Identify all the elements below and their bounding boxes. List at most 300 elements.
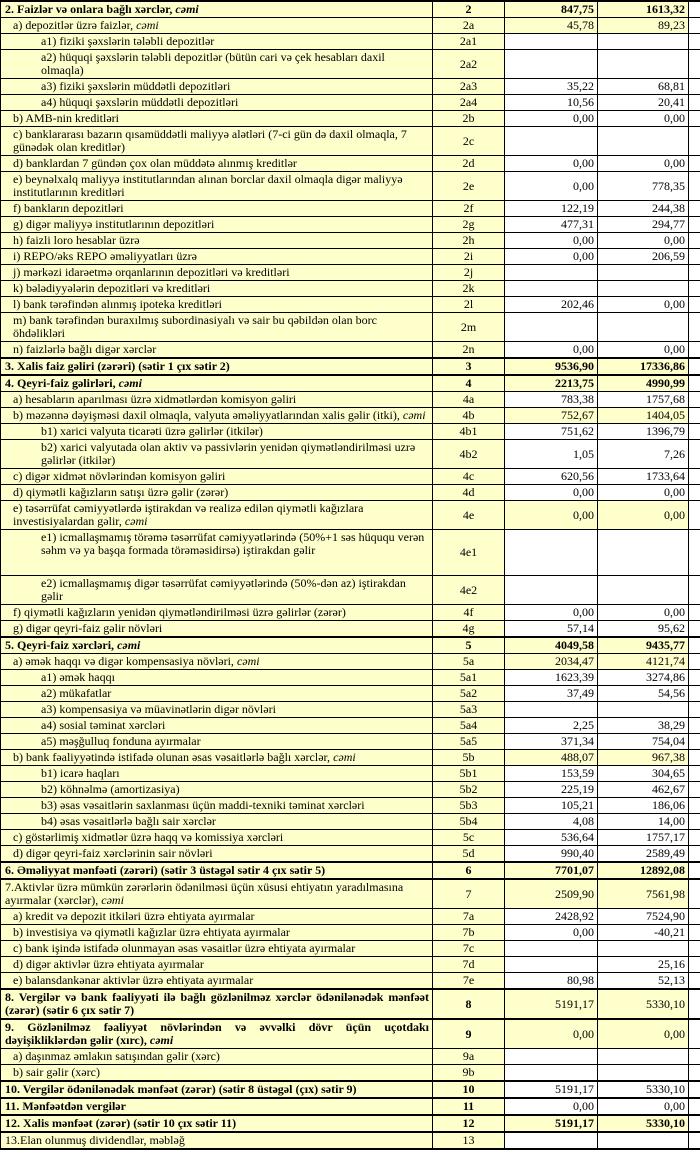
table-row bbox=[1, 576, 700, 605]
row-value-2: 25,16 bbox=[598, 957, 689, 973]
table-row bbox=[1, 501, 700, 530]
row-value-2 bbox=[598, 1065, 689, 1082]
table-row bbox=[1, 18, 700, 34]
row-label: a1) əmək haqqı bbox=[1, 670, 433, 686]
row-value-2: 0,00 bbox=[598, 1019, 689, 1049]
row-label: a2) mükafatlar bbox=[1, 686, 433, 702]
row-label: b2) xarici valyutada olan aktiv və passivlərin yenidən qiymətləndirilməsi uzrə gəlirlər (itkilər) bbox=[1, 440, 433, 469]
row-code: 5b4 bbox=[433, 814, 505, 830]
row-label: 11. Mənfəətdən vergilər bbox=[1, 1098, 433, 1115]
row-value-1 bbox=[505, 702, 598, 718]
row-code: 4b bbox=[433, 408, 505, 424]
adjacent-column-sliver bbox=[689, 265, 700, 281]
row-value-2: 4121,74 bbox=[598, 654, 689, 670]
row-value-1: 0,00 bbox=[505, 605, 598, 621]
adjacent-column-sliver bbox=[689, 111, 700, 127]
row-label: a3) kompensasiya və müavinətlərin digər növləri bbox=[1, 702, 433, 718]
row-value-2: 0,00 bbox=[598, 485, 689, 501]
adjacent-column-sliver bbox=[689, 408, 700, 424]
row-label: h) faizli loro hesablar üzrə bbox=[1, 233, 433, 249]
row-label: c) banklararası bazarın qısamüddətli maliyyə alətləri (7-ci gün də daxil olmaqla, 7 günədək olan kreditlər) bbox=[1, 127, 433, 156]
row-value-2: 4990,99 bbox=[598, 375, 689, 392]
row-code: 4e2 bbox=[433, 576, 505, 605]
row-value-2 bbox=[598, 941, 689, 957]
row-value-1: 7701,07 bbox=[505, 862, 598, 879]
row-code: 2a3 bbox=[433, 79, 505, 95]
row-value-1: 371,34 bbox=[505, 734, 598, 750]
table-row bbox=[1, 718, 700, 734]
row-label: e1) icmallaşmamış törəmə təsərrüfat cəmiyyətlərində (50%+1 səs hüququ verən səhm və ya başqa formada törəməsidirsə) iştirakdan gəlir bbox=[1, 530, 433, 576]
row-code: 2a2 bbox=[433, 50, 505, 79]
row-value-2: 294,77 bbox=[598, 217, 689, 233]
row-code: 5a5 bbox=[433, 734, 505, 750]
row-code: 2a1 bbox=[433, 34, 505, 50]
table-row bbox=[1, 1132, 700, 1149]
adjacent-column-sliver bbox=[689, 576, 700, 605]
row-value-1: 4049,58 bbox=[505, 637, 598, 654]
adjacent-column-sliver bbox=[689, 1081, 700, 1098]
adjacent-column-sliver bbox=[689, 862, 700, 879]
adjacent-column-sliver bbox=[689, 830, 700, 846]
row-value-2: 52,13 bbox=[598, 973, 689, 990]
row-code: 5d bbox=[433, 846, 505, 863]
table-row bbox=[1, 34, 700, 50]
row-value-1: 57,14 bbox=[505, 621, 598, 638]
row-label: c) bank işində istifadə olunmayan əsas vəsaitlər üzrə ehtiyata ayırmalar bbox=[1, 941, 433, 957]
adjacent-column-sliver bbox=[689, 217, 700, 233]
table-row bbox=[1, 1098, 700, 1115]
row-value-1: 153,59 bbox=[505, 766, 598, 782]
table-row bbox=[1, 1049, 700, 1065]
table-row bbox=[1, 249, 700, 265]
row-code: 5b3 bbox=[433, 798, 505, 814]
table-row bbox=[1, 1065, 700, 1082]
row-value-2 bbox=[598, 34, 689, 50]
row-label: a4) sosial təminat xərcləri bbox=[1, 718, 433, 734]
table-row bbox=[1, 637, 700, 654]
table-row bbox=[1, 424, 700, 440]
row-code: 13 bbox=[433, 1132, 505, 1149]
row-label: 6. Əməliyyat mənfəəti (zərəri) (sətir 3 üstəgəl sətir 4 çıx sətir 5) bbox=[1, 862, 433, 879]
adjacent-column-sliver bbox=[689, 233, 700, 249]
row-value-2: 778,35 bbox=[598, 172, 689, 201]
row-label: a) depozitlər üzrə faizlər, cəmi bbox=[1, 18, 433, 34]
row-value-1 bbox=[505, 530, 598, 576]
row-value-1: 9536,90 bbox=[505, 358, 598, 375]
table-row bbox=[1, 297, 700, 313]
row-value-2: 0,00 bbox=[598, 297, 689, 313]
row-label: g) digər maliyyə institutlarının depozitləri bbox=[1, 217, 433, 233]
row-code: 2f bbox=[433, 201, 505, 217]
adjacent-column-sliver bbox=[689, 34, 700, 50]
row-code: 9 bbox=[433, 1019, 505, 1049]
table-row bbox=[1, 392, 700, 408]
row-value-2: 68,81 bbox=[598, 79, 689, 95]
row-label: b3) əsas vəsaitlərin saxlanması üçün maddi-texniki təminat xərcləri bbox=[1, 798, 433, 814]
row-value-2: 304,65 bbox=[598, 766, 689, 782]
row-label: b) məzənnə dəyişməsi daxil olmaqla, valyuta əməliyyatlarından xalis gəlir (itki), cəmi bbox=[1, 408, 433, 424]
table-row bbox=[1, 265, 700, 281]
adjacent-column-sliver bbox=[689, 686, 700, 702]
row-label: b4) əsas vəsaitlərlə bağlı sair xərclər bbox=[1, 814, 433, 830]
adjacent-column-sliver bbox=[689, 798, 700, 814]
row-value-2: 1757,68 bbox=[598, 392, 689, 408]
adjacent-column-sliver bbox=[689, 702, 700, 718]
table-row bbox=[1, 734, 700, 750]
row-value-1: 5191,17 bbox=[505, 989, 598, 1019]
row-code: 7b bbox=[433, 925, 505, 941]
table-row bbox=[1, 1081, 700, 1098]
row-value-1: 1623,39 bbox=[505, 670, 598, 686]
row-value-1: 5191,17 bbox=[505, 1115, 598, 1132]
table-row bbox=[1, 79, 700, 95]
row-value-1: 122,19 bbox=[505, 201, 598, 217]
adjacent-column-sliver bbox=[689, 621, 700, 638]
row-value-2: 9435,77 bbox=[598, 637, 689, 654]
row-code: 5a bbox=[433, 654, 505, 670]
row-code: 2g bbox=[433, 217, 505, 233]
table-row bbox=[1, 654, 700, 670]
row-code: 2m bbox=[433, 313, 505, 342]
adjacent-column-sliver bbox=[689, 313, 700, 342]
adjacent-column-sliver bbox=[689, 1049, 700, 1065]
table-row bbox=[1, 485, 700, 501]
row-value-2: 206,59 bbox=[598, 249, 689, 265]
row-value-1: 35,22 bbox=[505, 79, 598, 95]
row-value-1: 202,46 bbox=[505, 297, 598, 313]
table-row bbox=[1, 127, 700, 156]
adjacent-column-sliver bbox=[689, 127, 700, 156]
row-label: b1) icarə haqları bbox=[1, 766, 433, 782]
table-row bbox=[1, 670, 700, 686]
row-value-1: 751,62 bbox=[505, 424, 598, 440]
adjacent-column-sliver bbox=[689, 249, 700, 265]
table-row bbox=[1, 156, 700, 172]
adjacent-column-sliver bbox=[689, 605, 700, 621]
row-label: d) banklardan 7 gündən çox olan müddətə alınmış kreditlər bbox=[1, 156, 433, 172]
row-value-2 bbox=[598, 313, 689, 342]
row-value-1: 0,00 bbox=[505, 249, 598, 265]
row-value-1: 0,00 bbox=[505, 156, 598, 172]
row-label: b1) xarici valyuta ticarəti üzrə gəlirlər (itkilər) bbox=[1, 424, 433, 440]
row-label: 9. Gözlənilməz fəaliyyət növlərindən və əvvəlki dövr üçün uçotdakı dəyişikliklərdən gəlir (xırc), cəmi bbox=[1, 1019, 433, 1049]
row-value-2 bbox=[598, 265, 689, 281]
row-value-2: 1757,17 bbox=[598, 830, 689, 846]
adjacent-column-sliver bbox=[689, 879, 700, 909]
row-value-2: 20,41 bbox=[598, 95, 689, 111]
row-label: f) qiymətli kağızların yenidən qiymətləndirilməsi üzrə gəlirlər (zərər) bbox=[1, 605, 433, 621]
row-value-2: 0,00 bbox=[598, 605, 689, 621]
row-value-2 bbox=[598, 281, 689, 297]
table-row bbox=[1, 957, 700, 973]
row-value-2: 186,06 bbox=[598, 798, 689, 814]
row-value-1: 1,05 bbox=[505, 440, 598, 469]
row-value-1: 0,00 bbox=[505, 233, 598, 249]
row-value-2: 0,00 bbox=[598, 1098, 689, 1115]
row-label: g) digər qeyri-faiz gəlir növləri bbox=[1, 621, 433, 638]
adjacent-column-sliver bbox=[689, 846, 700, 863]
table-row bbox=[1, 201, 700, 217]
row-code: 2b bbox=[433, 111, 505, 127]
row-value-1 bbox=[505, 576, 598, 605]
row-code: 7d bbox=[433, 957, 505, 973]
row-value-2: 7,26 bbox=[598, 440, 689, 469]
row-value-1: 0,00 bbox=[505, 1019, 598, 1049]
row-code: 11 bbox=[433, 1098, 505, 1115]
table-row bbox=[1, 814, 700, 830]
row-label: a) hesabların aparılması üzrə xidmətlərdən komisyon gəliri bbox=[1, 392, 433, 408]
adjacent-column-sliver bbox=[689, 501, 700, 530]
table-row bbox=[1, 621, 700, 638]
row-code: 4g bbox=[433, 621, 505, 638]
row-code: 2l bbox=[433, 297, 505, 313]
row-label: 7.Aktivlər üzrə mümkün zərərlərin ödənilməsi üçün xüsusi ehtiyatın yaradılmasına ayırmalar (xərclər), cəmi bbox=[1, 879, 433, 909]
row-code: 4d bbox=[433, 485, 505, 501]
table-row bbox=[1, 281, 700, 297]
row-value-1 bbox=[505, 1065, 598, 1082]
row-value-1: 0,00 bbox=[505, 501, 598, 530]
row-value-2: 5330,10 bbox=[598, 1115, 689, 1132]
row-label: m) bank tərəfindən buraxılmış subordinasiyalı və sair bu qəbildən olan borc öhdəlikləri bbox=[1, 313, 433, 342]
row-label: d) digər qeyri-faiz xərclərinin sair növləri bbox=[1, 846, 433, 863]
row-value-1: 0,00 bbox=[505, 342, 598, 359]
table-row bbox=[1, 941, 700, 957]
table-row bbox=[1, 358, 700, 375]
row-value-1: 536,64 bbox=[505, 830, 598, 846]
adjacent-column-sliver bbox=[689, 782, 700, 798]
row-label: e2) icmallaşmamış digər təsərrüfat cəmiyyətlərində (50%-dən az) iştirakdan gəlir bbox=[1, 576, 433, 605]
row-label: k) bələdiyyələrin depozitləri və kreditləri bbox=[1, 281, 433, 297]
row-code: 2n bbox=[433, 342, 505, 359]
row-value-2: 0,00 bbox=[598, 342, 689, 359]
adjacent-column-sliver bbox=[689, 201, 700, 217]
row-code: 4c bbox=[433, 469, 505, 485]
row-label: j) mərkəzi idarəetmə orqanlarının depozitləri və kreditləri bbox=[1, 265, 433, 281]
row-code: 5b bbox=[433, 750, 505, 766]
row-label: c) digər xidmət növlərindən komisyon gəliri bbox=[1, 469, 433, 485]
adjacent-column-sliver bbox=[689, 485, 700, 501]
adjacent-column-sliver bbox=[689, 50, 700, 79]
table-row bbox=[1, 989, 700, 1019]
row-value-1: 0,00 bbox=[505, 111, 598, 127]
row-label: b) sair gəlir (xərc) bbox=[1, 1065, 433, 1082]
table-row bbox=[1, 233, 700, 249]
row-value-2: 0,00 bbox=[598, 233, 689, 249]
table-row bbox=[1, 469, 700, 485]
row-value-2: 462,67 bbox=[598, 782, 689, 798]
row-value-1: 0,00 bbox=[505, 1098, 598, 1115]
row-code: 5a4 bbox=[433, 718, 505, 734]
table-row bbox=[1, 973, 700, 990]
row-label: 13.Elan olunmuş dividendlər, məbləğ bbox=[1, 1132, 433, 1149]
table-row bbox=[1, 375, 700, 392]
row-code: 7e bbox=[433, 973, 505, 990]
row-value-1 bbox=[505, 1049, 598, 1065]
adjacent-column-sliver bbox=[689, 342, 700, 359]
row-value-2: 17336,86 bbox=[598, 358, 689, 375]
row-value-2: 5330,10 bbox=[598, 1081, 689, 1098]
row-value-1: 477,31 bbox=[505, 217, 598, 233]
row-value-1: 752,67 bbox=[505, 408, 598, 424]
row-value-2: 967,38 bbox=[598, 750, 689, 766]
row-label: l) bank tərəfindən alınmış ipoteka kreditləri bbox=[1, 297, 433, 313]
adjacent-column-sliver bbox=[689, 172, 700, 201]
row-label: b) bank fəaliyyətində istifadə olunan əsas vəsaitlərlə bağlı xərclər, cəmi bbox=[1, 750, 433, 766]
table-row bbox=[1, 217, 700, 233]
row-value-2: 1404,05 bbox=[598, 408, 689, 424]
row-value-1: 2428,92 bbox=[505, 909, 598, 925]
row-value-2 bbox=[598, 702, 689, 718]
table-row bbox=[1, 1115, 700, 1132]
row-value-2: 95,62 bbox=[598, 621, 689, 638]
row-value-2 bbox=[598, 1132, 689, 1149]
adjacent-column-sliver bbox=[689, 941, 700, 957]
row-code: 6 bbox=[433, 862, 505, 879]
table-row bbox=[1, 925, 700, 941]
table-row bbox=[1, 408, 700, 424]
row-label: b2) köhnəlmə (amortizasiya) bbox=[1, 782, 433, 798]
row-code: 7c bbox=[433, 941, 505, 957]
adjacent-column-sliver bbox=[689, 750, 700, 766]
row-label: 12. Xalis mənfəət (zərər) (sətir 10 çıx sətir 11) bbox=[1, 1115, 433, 1132]
row-code: 5a1 bbox=[433, 670, 505, 686]
row-value-1: 0,00 bbox=[505, 925, 598, 941]
row-value-1: 225,19 bbox=[505, 782, 598, 798]
adjacent-column-sliver bbox=[689, 79, 700, 95]
row-code: 4e1 bbox=[433, 530, 505, 576]
row-label: a) kredit və depozit itkiləri üzrə ehtiyata ayırmalar bbox=[1, 909, 433, 925]
row-value-1: 37,49 bbox=[505, 686, 598, 702]
row-value-1 bbox=[505, 957, 598, 973]
adjacent-column-sliver bbox=[689, 156, 700, 172]
table-row bbox=[1, 830, 700, 846]
row-code: 2j bbox=[433, 265, 505, 281]
table-row bbox=[1, 766, 700, 782]
row-value-1: 2034,47 bbox=[505, 654, 598, 670]
table-row bbox=[1, 782, 700, 798]
adjacent-column-sliver bbox=[689, 469, 700, 485]
table-row bbox=[1, 909, 700, 925]
row-label: d) qiymətli kağızların satışı üzrə gəlir (zərər) bbox=[1, 485, 433, 501]
row-value-1 bbox=[505, 1132, 598, 1149]
row-code: 2i bbox=[433, 249, 505, 265]
row-code: 2c bbox=[433, 127, 505, 156]
row-value-2: 2589,49 bbox=[598, 846, 689, 863]
row-code: 2 bbox=[433, 1, 505, 18]
adjacent-column-sliver bbox=[689, 766, 700, 782]
adjacent-column-sliver bbox=[689, 424, 700, 440]
row-label: d) digər aktivlər üzrə ehtiyata ayırmalar bbox=[1, 957, 433, 973]
row-value-1: 0,00 bbox=[505, 172, 598, 201]
row-label: a5) məşğulluq fonduna ayırmalar bbox=[1, 734, 433, 750]
row-value-1: 847,75 bbox=[505, 1, 598, 18]
row-code: 5a3 bbox=[433, 702, 505, 718]
row-value-1: 2213,75 bbox=[505, 375, 598, 392]
row-code: 8 bbox=[433, 989, 505, 1019]
row-value-2: 38,29 bbox=[598, 718, 689, 734]
adjacent-column-sliver bbox=[689, 1, 700, 18]
row-value-2: -40,21 bbox=[598, 925, 689, 941]
adjacent-column-sliver bbox=[689, 375, 700, 392]
row-code: 4f bbox=[433, 605, 505, 621]
row-code: 7 bbox=[433, 879, 505, 909]
row-value-1: 45,78 bbox=[505, 18, 598, 34]
adjacent-column-sliver bbox=[689, 654, 700, 670]
row-value-2 bbox=[598, 576, 689, 605]
row-value-1 bbox=[505, 941, 598, 957]
table-row bbox=[1, 798, 700, 814]
adjacent-column-sliver bbox=[689, 1019, 700, 1049]
row-code: 10 bbox=[433, 1081, 505, 1098]
adjacent-column-sliver bbox=[689, 814, 700, 830]
row-code: 5 bbox=[433, 637, 505, 654]
income-statement-rows bbox=[1, 1, 700, 1149]
row-value-2: 12892,08 bbox=[598, 862, 689, 879]
table-row bbox=[1, 686, 700, 702]
row-value-1 bbox=[505, 127, 598, 156]
row-label: e) balansdankənar aktivlər üzrə ehtiyata ayırmalar bbox=[1, 973, 433, 990]
table-row bbox=[1, 750, 700, 766]
row-label: c) göstərlimiş xidmətlər üzrə haqq və komissiya xərcləri bbox=[1, 830, 433, 846]
table-row bbox=[1, 846, 700, 863]
table-row bbox=[1, 313, 700, 342]
row-value-2: 244,38 bbox=[598, 201, 689, 217]
table-row bbox=[1, 440, 700, 469]
row-code: 4b2 bbox=[433, 440, 505, 469]
row-value-2: 54,56 bbox=[598, 686, 689, 702]
row-label: a3) fiziki şəxslərin müddətli depozitləri bbox=[1, 79, 433, 95]
adjacent-column-sliver bbox=[689, 392, 700, 408]
adjacent-column-sliver bbox=[689, 95, 700, 111]
adjacent-column-sliver bbox=[689, 718, 700, 734]
row-label: a) daşınmaz əmlakın satışından gəlir (xərc) bbox=[1, 1049, 433, 1065]
row-value-1 bbox=[505, 281, 598, 297]
row-code: 4a bbox=[433, 392, 505, 408]
row-code: 2h bbox=[433, 233, 505, 249]
row-value-2 bbox=[598, 1049, 689, 1065]
row-value-2 bbox=[598, 50, 689, 79]
row-value-2 bbox=[598, 530, 689, 576]
table-row bbox=[1, 702, 700, 718]
row-value-1 bbox=[505, 50, 598, 79]
row-label: 5. Qeyri-faiz xərcləri, cəmi bbox=[1, 637, 433, 654]
row-value-2: 1613,32 bbox=[598, 1, 689, 18]
row-label: 10. Vergilər ödənilənədək mənfəət (zərər) (sətir 8 üstəgəl (çıx) sətir 9) bbox=[1, 1081, 433, 1098]
adjacent-column-sliver bbox=[689, 1098, 700, 1115]
row-label: e) beynəlxalq maliyyə institutlarından alınan borclar daxil olmaqla digər maliyyə institutlarının kreditləri bbox=[1, 172, 433, 201]
row-code: 7a bbox=[433, 909, 505, 925]
row-label: n) faizlərlə bağlı digər xərclər bbox=[1, 342, 433, 359]
adjacent-column-sliver bbox=[689, 909, 700, 925]
table-row bbox=[1, 172, 700, 201]
row-code: 2e bbox=[433, 172, 505, 201]
row-label: b) investisiya və qiymətli kağızlar üzrə ehtiyata ayırmalar bbox=[1, 925, 433, 941]
row-label: a4) hüquqi şəxslərin müddətli depozitləri bbox=[1, 95, 433, 111]
row-code: 2k bbox=[433, 281, 505, 297]
table-row bbox=[1, 342, 700, 359]
row-value-2: 5330,10 bbox=[598, 989, 689, 1019]
table-row bbox=[1, 862, 700, 879]
table-row bbox=[1, 111, 700, 127]
row-value-1 bbox=[505, 313, 598, 342]
row-code: 5b2 bbox=[433, 782, 505, 798]
adjacent-column-sliver bbox=[689, 637, 700, 654]
row-code: 2a4 bbox=[433, 95, 505, 111]
adjacent-column-sliver bbox=[689, 957, 700, 973]
row-code: 12 bbox=[433, 1115, 505, 1132]
row-value-2: 7561,98 bbox=[598, 879, 689, 909]
row-label: a2) hüquqi şəxslərin tələbli depozitlər (bütün cari və çek hesabları daxil olmaqla) bbox=[1, 50, 433, 79]
